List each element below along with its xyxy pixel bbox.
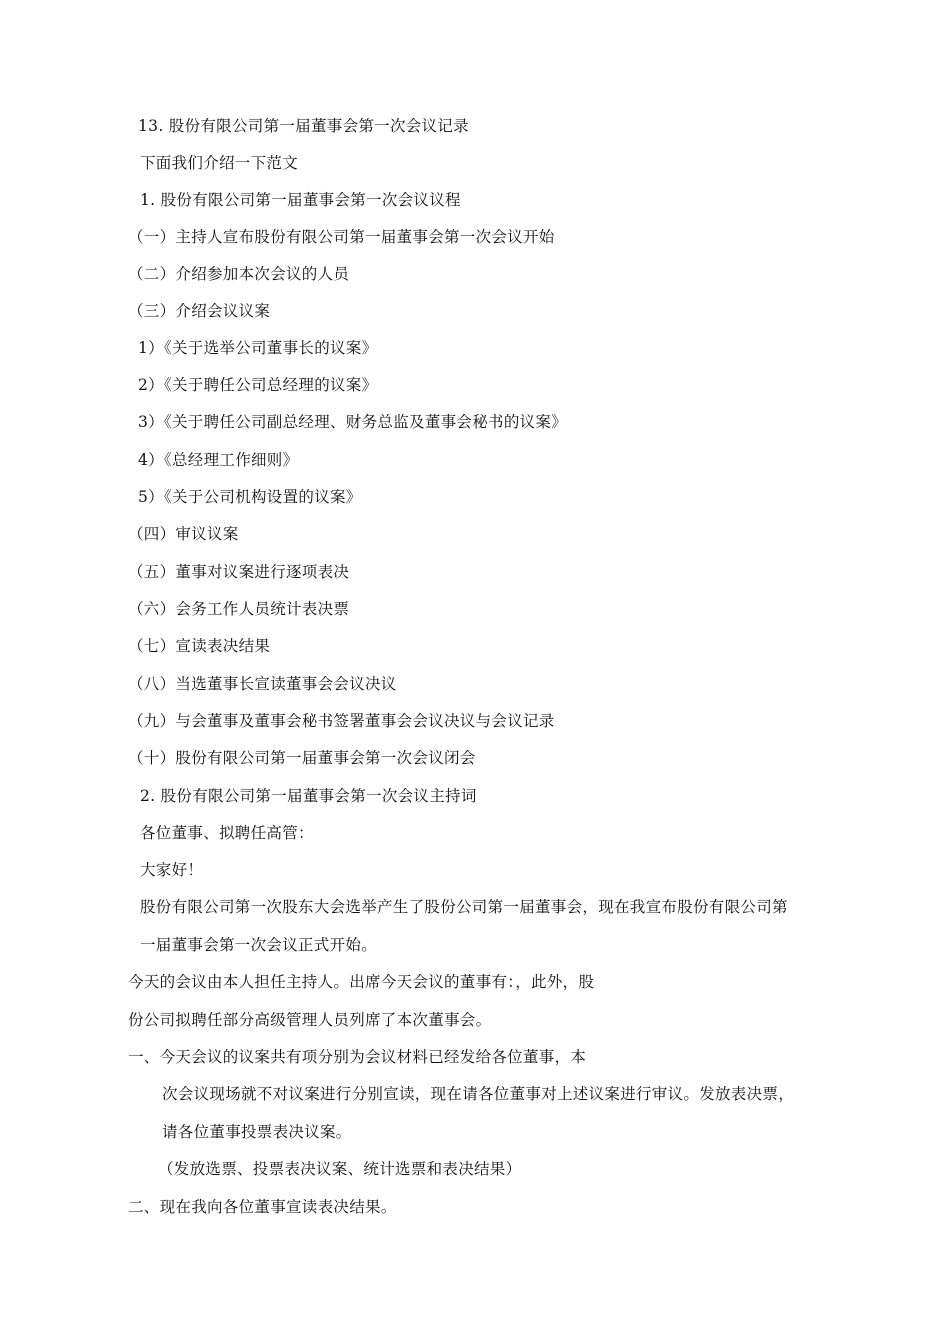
text-line: 3）《关于聘任公司副总经理、财务总监及董事会秘书的议案》 (138, 413, 568, 431)
text-line: 13. 股份有限公司第一届董事会第一次会议记录 (138, 117, 469, 135)
text-line: 请各位董事投票表决议案。 (162, 1123, 352, 1141)
text-line: 股份有限公司第一次股东大会选举产生了股份公司第一届董事会，现在我宣布股份有限公司第 (140, 898, 788, 916)
text-line: 次会议现场就不对议案进行分别宣读，现在请各位董事对上述议案进行审议。发放表决票， (162, 1085, 795, 1103)
text-line: 份公司拟聘任部分高级管理人员列席了本次董事会。 (128, 1011, 492, 1029)
text-line: （八）当选董事长宣读董事会会议决议 (128, 675, 397, 693)
text-line: （二）介绍参加本次会议的人员 (128, 265, 350, 283)
text-line: （九）与会董事及董事会秘书签署董事会会议决议与会议记录 (128, 712, 555, 730)
text-line: 1. 股份有限公司第一届董事会第一次会议议程 (140, 191, 461, 209)
text-line: （一）主持人宣布股份有限公司第一届董事会第一次会议开始 (128, 228, 555, 246)
text-line: 二、现在我向各位董事宣读表决结果。 (128, 1198, 397, 1216)
text-line: （三）介绍会议议案 (128, 302, 271, 320)
text-line: （七）宣读表决结果 (128, 637, 271, 655)
text-line: （发放选票、投票表决议案、统计选票和表决结果） (158, 1160, 522, 1178)
text-line: （十）股份有限公司第一届董事会第一次会议闭会 (128, 749, 476, 767)
text-line: （四）审议议案 (128, 525, 239, 543)
text-line: 各位董事、拟聘任高管： (140, 824, 314, 842)
text-line: 大家好！ (140, 861, 204, 879)
text-line: 今天的会议由本人担任主持人。出席今天会议的董事有：，此外，股 (128, 973, 595, 991)
text-line: 2）《关于聘任公司总经理的议案》 (138, 376, 378, 394)
text-line: 1）《关于选举公司董事长的议案》 (138, 339, 378, 357)
text-line: （六）会务工作人员统计表决票 (128, 600, 350, 618)
text-line: 下面我们介绍一下范文 (140, 154, 299, 172)
text-line: 一届董事会第一次会议正式开始。 (140, 936, 378, 954)
text-line: 4）《总经理工作细则》 (138, 451, 299, 469)
text-line: 2. 股份有限公司第一届董事会第一次会议主持词 (140, 787, 477, 805)
text-line: 一、今天会议的议案共有项分别为会议材料已经发给各位董事，本 (128, 1048, 587, 1066)
text-line: （五）董事对议案进行逐项表决 (128, 563, 350, 581)
text-line: 5）《关于公司机构设置的议案》 (138, 488, 362, 506)
